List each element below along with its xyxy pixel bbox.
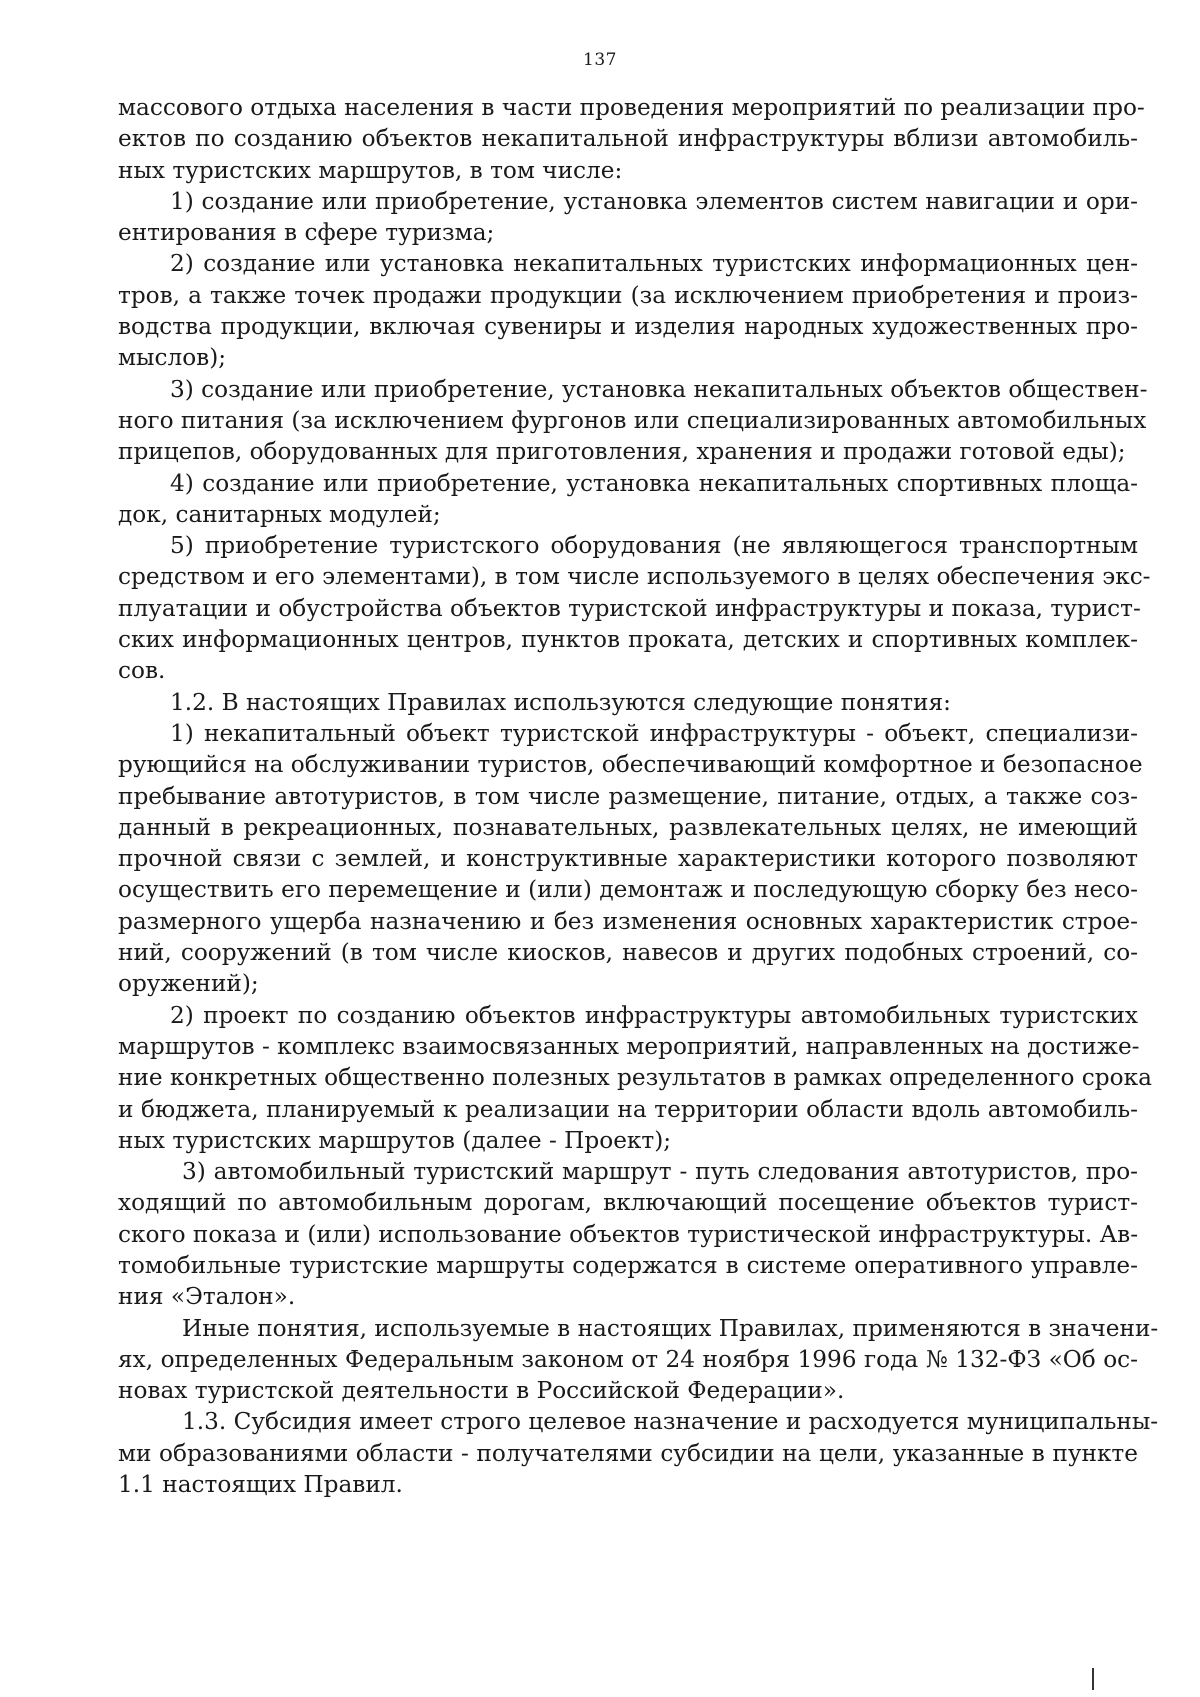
text-line: маршрутов - комплекс взаимосвязанных мероприятий, направленных на достиже- bbox=[118, 1032, 1140, 1060]
text-line: 1.3. Субсидия имеет строго целевое назначение и расходуется муниципальны- bbox=[182, 1408, 1159, 1436]
text-line: плуатации и обустройства объектов туристской инфраструктуры и показа, турист- bbox=[118, 594, 1141, 622]
text-line: ходящий по автомобильным дорогам, включающий посещение объектов турист- bbox=[118, 1189, 1138, 1217]
text-line: данный в рекреационных, познавательных, развлекательных целях, не имеющий bbox=[118, 813, 1138, 841]
text-line: томобильные туристские маршруты содержатся в системе оперативного управле- bbox=[118, 1251, 1138, 1279]
text-line: 2) проект по созданию объектов инфраструктуры автомобильных туристских bbox=[170, 1001, 1138, 1029]
text-line: ний, сооружений (в том числе киосков, навесов и других подобных строений, со- bbox=[118, 939, 1138, 967]
text-line: пребывание автотуристов, в том числе размещение, питание, отдых, а также соз- bbox=[118, 782, 1138, 810]
text-line: осуществить его перемещение и (или) демонтаж и последующую сборку без несо- bbox=[118, 876, 1138, 904]
text-line: 1.1 настоящих Правил. bbox=[118, 1471, 403, 1499]
text-line: средством и его элементами), в том числе используемого в целях обеспечения экс- bbox=[118, 563, 1151, 591]
text-line: оружений); bbox=[118, 970, 259, 998]
text-line: массового отдыха населения в части проведения мероприятий по реализации про- bbox=[118, 94, 1145, 121]
text-line: мыслов); bbox=[118, 344, 227, 372]
text-line: ях, определенных Федеральным законом от 24 ноября 1996 года № 132-ФЗ «Об ос- bbox=[118, 1345, 1138, 1373]
document-body bbox=[118, 92, 1159, 1500]
text-line: ния «Эталон». bbox=[118, 1283, 296, 1311]
text-line: 2) создание или установка некапитальных туристских информационных цен- bbox=[170, 250, 1138, 278]
text-line: ных туристских маршрутов, в том числе: bbox=[118, 156, 623, 184]
text-line: тров, а также точек продажи продукции (за исключением приобретения и произ- bbox=[118, 281, 1138, 309]
text-line: 1) создание или приобретение, установка элементов систем навигации и ори- bbox=[170, 187, 1138, 215]
text-line: Иные понятия, используемые в настоящих Правилах, применяются в значени- bbox=[182, 1314, 1159, 1342]
text-line: сов. bbox=[118, 657, 166, 685]
text-line: ского показа и (или) использование объектов туристической инфраструктуры. Ав- bbox=[118, 1220, 1139, 1248]
text-line: ного питания (за исключением фургонов или специализированных автомобильных bbox=[118, 406, 1147, 434]
text-line: прицепов, оборудованных для приготовления, хранения и продажи готовой еды); bbox=[118, 438, 1126, 466]
text-line: новах туристской деятельности в Российской Федерации». bbox=[118, 1377, 845, 1405]
text-line: ных туристских маршрутов (далее - Проект); bbox=[118, 1126, 672, 1154]
text-line: ектов по созданию объектов некапитальной инфраструктуры вблизи автомобиль- bbox=[118, 125, 1138, 153]
text-line: 3) автомобильный туристский маршрут - путь следования автотуристов, про- bbox=[182, 1158, 1138, 1186]
page-number: 137 bbox=[583, 50, 617, 70]
text-line: рующийся на обслуживании туристов, обеспечивающий комфортное и безопасное bbox=[118, 751, 1143, 779]
text-line: 4) создание или приобретение, установка некапитальных спортивных площа- bbox=[170, 469, 1138, 497]
text-line: ских информационных центров, пунктов проката, детских и спортивных комплек- bbox=[118, 626, 1138, 654]
text-line: размерного ущерба назначению и без изменения основных характеристик строе- bbox=[118, 907, 1138, 935]
scan-edge-mark bbox=[1092, 1668, 1094, 1690]
text-line: ние конкретных общественно полезных результатов в рамках определенного срока bbox=[118, 1064, 1152, 1092]
text-line: ми образованиями области - получателями субсидии на цели, указанные в пункте bbox=[118, 1439, 1138, 1467]
text-line: док, санитарных модулей; bbox=[118, 500, 441, 528]
text-line: и бюджета, планируемый к реализации на территории области вдоль автомобиль- bbox=[118, 1095, 1138, 1123]
text-line: 1) некапитальный объект туристской инфраструктуры - объект, специализи- bbox=[170, 719, 1138, 747]
text-line: 3) создание или приобретение, установка некапитальных объектов обществен- bbox=[170, 375, 1148, 403]
text-line: ентирования в сфере туризма; bbox=[118, 219, 495, 247]
text-line: 1.2. В настоящих Правилах используются следующие понятия: bbox=[170, 688, 951, 716]
text-line: 5) приобретение туристского оборудования (не являющегося транспортным bbox=[170, 532, 1138, 560]
text-line: прочной связи с землей, и конструктивные характеристики которого позволяют bbox=[118, 845, 1138, 873]
text-line: водства продукции, включая сувениры и изделия народных художественных про- bbox=[118, 313, 1138, 341]
